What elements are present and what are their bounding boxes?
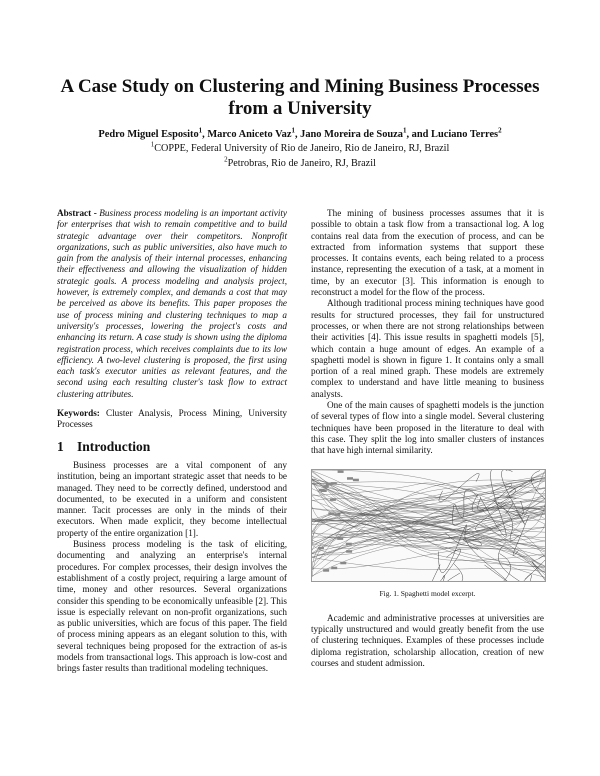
graph-node xyxy=(331,482,337,485)
author-name: Pedro Miguel Esposito xyxy=(98,129,199,140)
affiliation-2 xyxy=(40,157,560,170)
author-affil-mark: 1 xyxy=(198,126,203,135)
graph-node xyxy=(347,477,353,480)
author-affil-mark: 1 xyxy=(402,126,407,135)
graph-node xyxy=(340,561,346,564)
keywords xyxy=(57,408,287,431)
affiliation-1 xyxy=(40,142,560,155)
graph-node xyxy=(330,498,336,501)
affil-text: Petrobras, Rio de Janeiro, RJ, Brazil xyxy=(227,158,376,169)
author-list xyxy=(40,128,560,141)
graph-node xyxy=(346,542,352,545)
paragraph: Although traditional process mining techniques have good results for structured processes, they fail for unstructured processes, or when there are not strong relationships between their activities [4]. This issue results in spaghetti models [5], which contain a huge amount of edges. An example of a spaghetti model is shown in figure 1. It contains only a small portion of a real mined graph. These models are extremely complex to understand and have little meaning to business analysts. xyxy=(311,298,544,399)
keywords-label: Keywords: xyxy=(57,408,100,419)
graph-edge xyxy=(312,497,545,521)
graph-edge xyxy=(419,575,444,581)
author-name: Marco Aniceto Vaz xyxy=(207,129,292,140)
graph-edge xyxy=(508,574,531,581)
section-number: 1 xyxy=(57,438,64,454)
author-name: Jano Moreira de Souza xyxy=(300,129,403,140)
paragraph: Business process modeling is the task of eliciting, documenting and analyzing an enterprise's internal procedures. For complex processes, their design involves the establishment of a costly project, requiring a large amount of time, money and other resources. Several organizations consider this spending to be economically unfeasible [2]. This issue is especially relevant on non-profit organizations, such as public universities, which are focus of this paper. The field of process mining appears as an elegant solution to this, with several techniques being proposed for the extraction of as-is models from transactional logs. This approach is low-cost and brings faster results than traditional modeling techniques. xyxy=(57,539,287,674)
affil-mark: 1 xyxy=(150,140,155,149)
affil-text: COPPE, Federal University of Rio de Janeiro, Rio de Janeiro, RJ, Brazil xyxy=(154,143,450,154)
graph-node xyxy=(323,569,329,572)
section-title: Introduction xyxy=(77,438,151,454)
section-heading xyxy=(57,438,287,454)
author-separator: , and xyxy=(406,129,432,140)
abstract xyxy=(57,208,287,400)
paragraph: The mining of business processes assumes that it is possible to obtain a task flow from a transactional log. A log contains real data from the execution of process, and can be extracted from information systems that support these processes. It contains events, each being related to a process instance, representing the execution of a task, at a moment in time, by an executor [3]. This information is enough to reconstruct a model for the flow of the process. xyxy=(311,208,544,298)
abstract-text: Business process modeling is an important activity for enterprises that wish to remain competitive and to build strategic advantage over their competitors. Nonprofit organizations, such as public universities, also have much to gain from the analysis of their internal processes, enhancing their effectiveness and allowing the visualization of hidden strategic goals. A process modeling and analysis project, however, is extremely complex, and demands a cost that may be perceived as above its benefits. This paper proposes the use of process mining and clustering techniques to map a university's processes, lowering the project's costs and enhancing its return. A case study is shown using the diploma registration process, which receives complaints due to its low efficiency. A two-level clustering is proposed, the first using each task's executor unities as relevant features, and the second using each resulting cluster's task flow to extract clustering attributes. xyxy=(57,208,288,399)
keywords-text: Cluster Analysis, Process Mining, University Processes xyxy=(57,408,287,430)
paragraph: Business processes are a vital component of any institution, being an important strategic asset that needs to be managed. They need to be correctly defined, understood and documented, to be executed in a uniform and consistent manner. Tacit processes are only in the minds of their executors. When made explicit, they become intellectual property of the entire organization [1]. xyxy=(57,459,287,538)
graph-node xyxy=(321,489,327,492)
paper-title: A Case Study on Clustering and Mining Business Processes from a University xyxy=(60,76,540,119)
spaghetti-graph-image xyxy=(312,470,545,581)
author-name: Luciano Terres xyxy=(431,129,499,140)
graph-node xyxy=(323,485,329,488)
graph-node xyxy=(331,566,337,569)
paragraph: Academic and administrative processes at universities are typically unstructured and would greatly benefit from the use of clustering techniques. Examples of these processes include diploma registration, scholarship allocation, creation of new courses and student admission. xyxy=(311,612,544,669)
paragraph: One of the main causes of spaghetti models is the junction of several types of flow into a single model. Several clustering techniques have been proposed in the literature to deal with this case. They split the log into smaller clusters of instances that have high internal similarity. xyxy=(311,400,544,456)
author-affil-mark: 2 xyxy=(498,126,502,135)
abstract-label: Abstract - xyxy=(57,208,97,218)
author-affil-mark: 1 xyxy=(291,126,295,135)
graph-node xyxy=(353,478,359,481)
affil-mark: 2 xyxy=(224,155,228,164)
figure-caption: Fig. 1. Spaghetti model excerpt. xyxy=(379,588,476,598)
graph-node xyxy=(318,546,324,549)
graph-node xyxy=(328,512,334,515)
graph-node xyxy=(337,537,343,540)
graph-node xyxy=(346,550,352,553)
graph-node xyxy=(334,513,340,516)
spaghetti-model-figure xyxy=(311,469,546,582)
graph-node xyxy=(338,470,344,473)
author-separator: , xyxy=(294,129,301,140)
left-column xyxy=(57,208,287,675)
right-column xyxy=(311,208,544,669)
author-separator: , xyxy=(202,129,208,140)
